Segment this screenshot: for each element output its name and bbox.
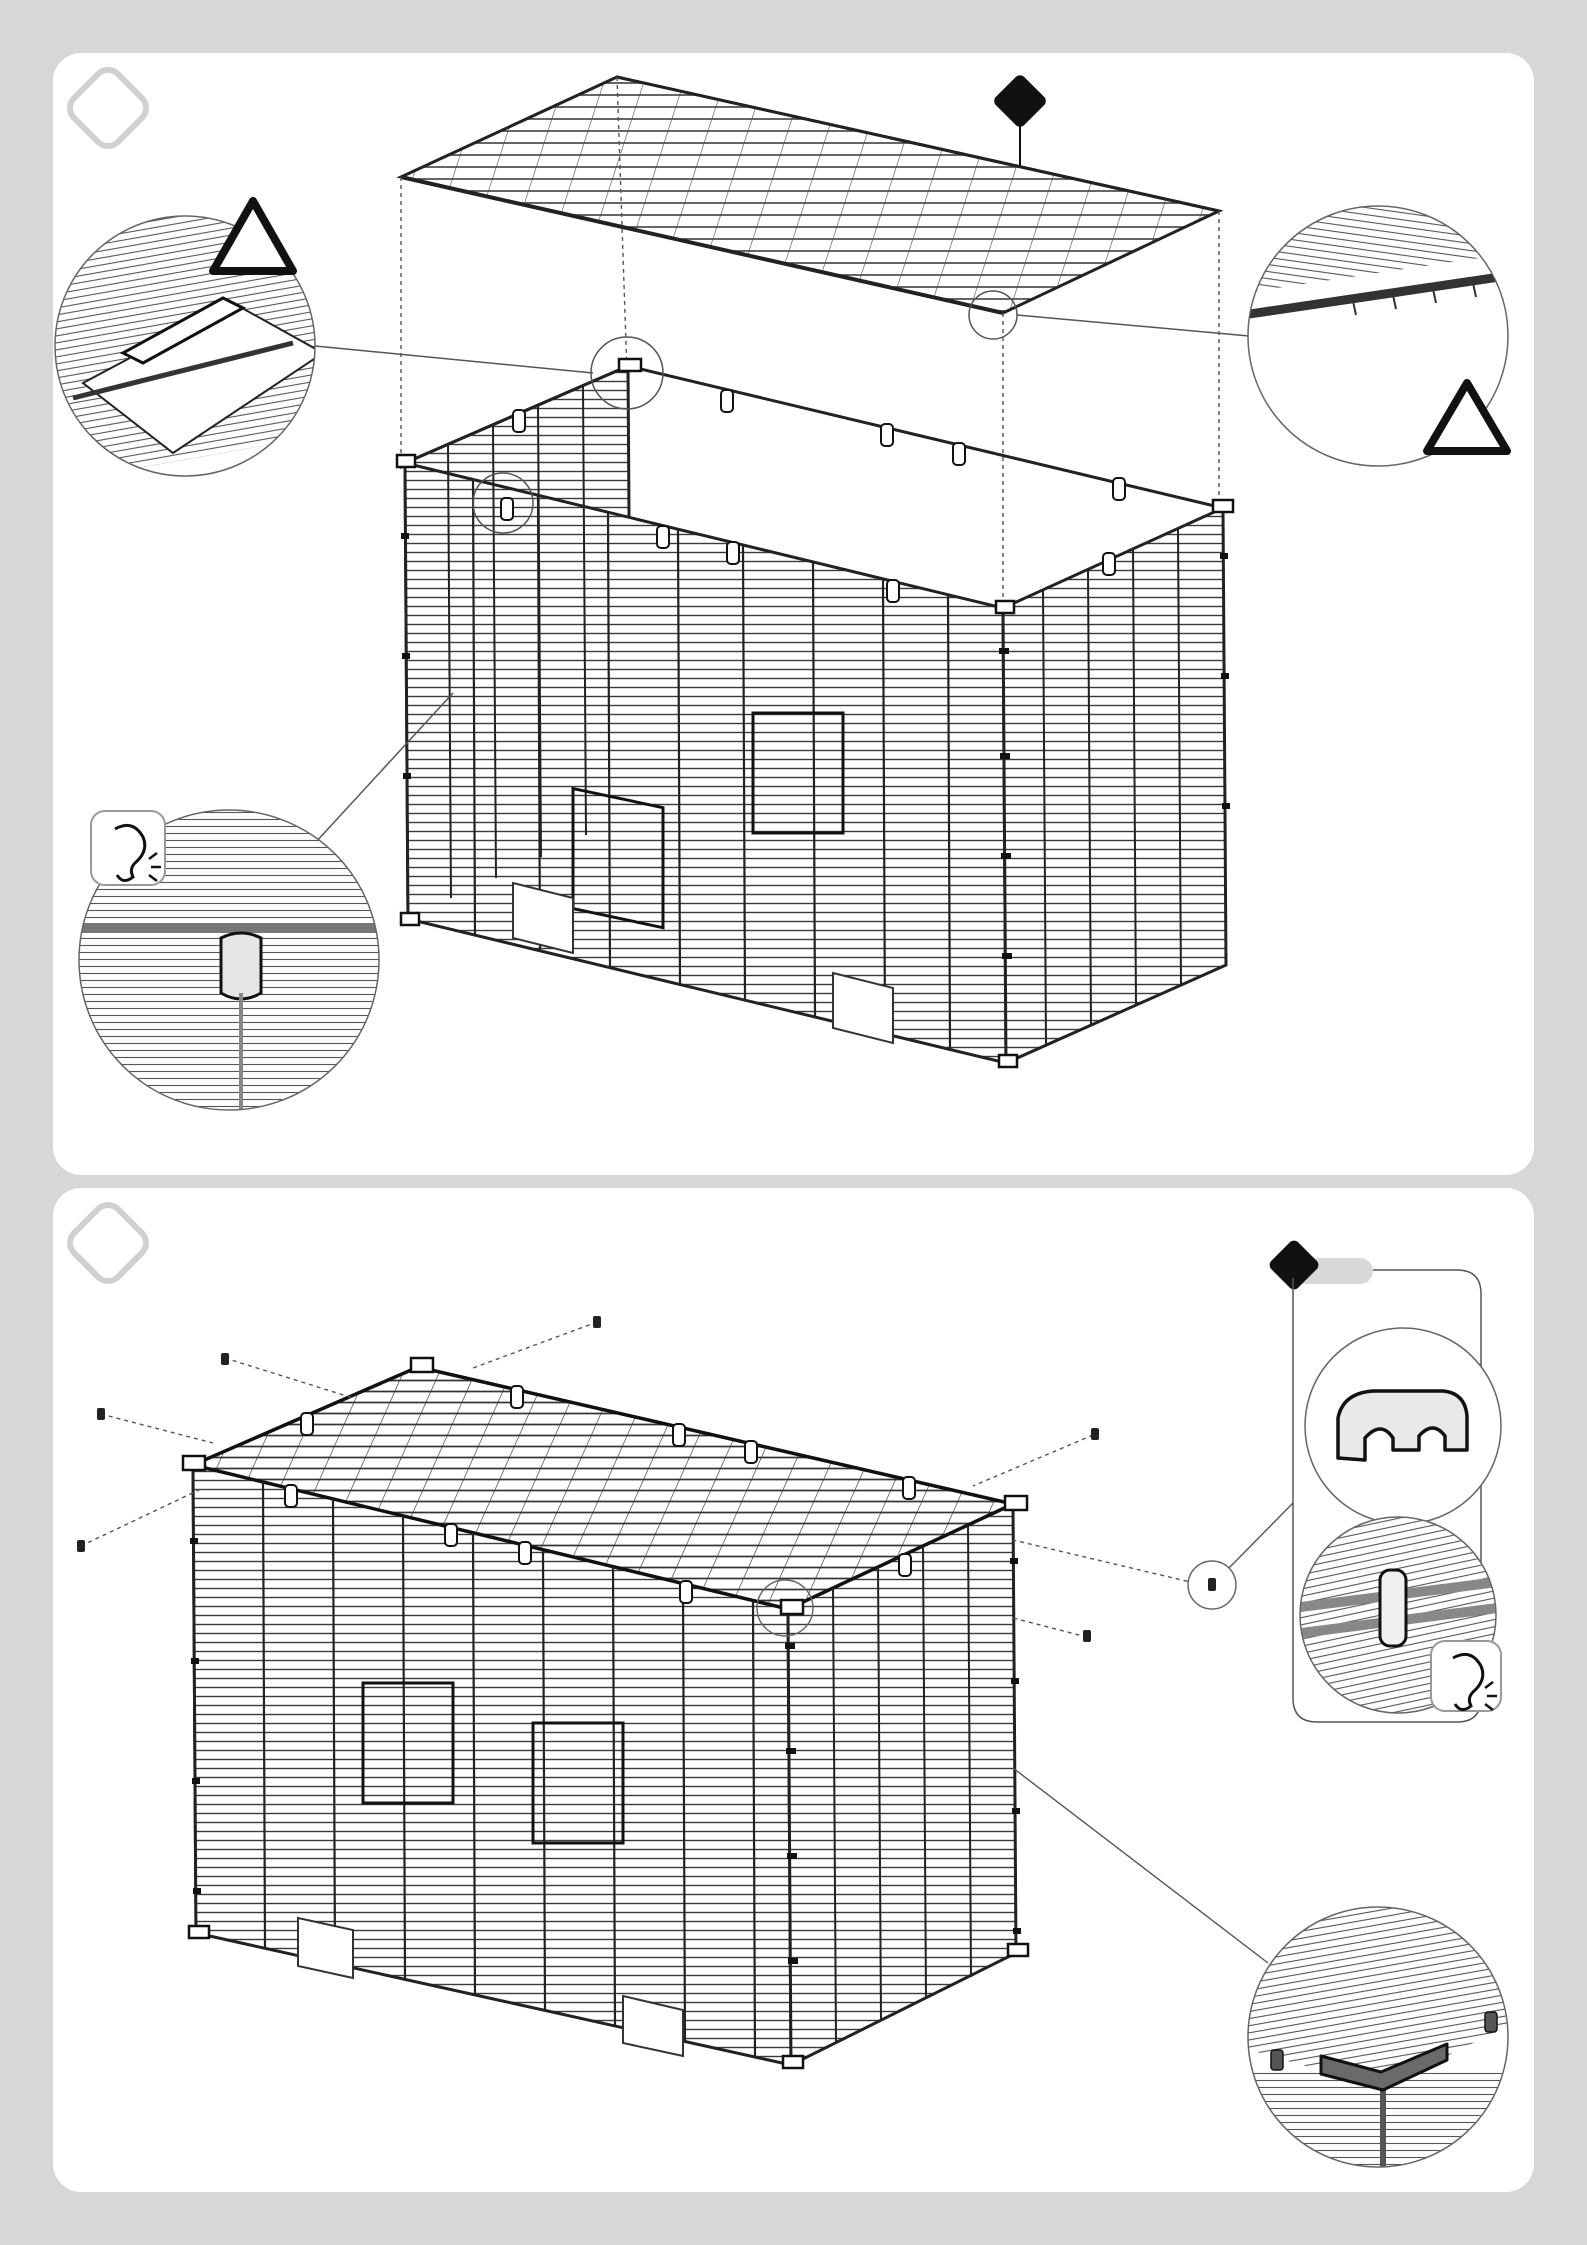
clip-mounted-detail [1273,1486,1534,1747]
step-2-panel [53,1188,1534,2192]
step-number-marker [64,64,152,152]
ear-click-icon [1431,1641,1501,1711]
corner-leader-line [1013,1768,1268,1963]
step-1-panel [53,53,1534,1175]
step-number-marker [64,1199,152,1287]
clip-part-icon [1338,1391,1467,1460]
cage-enclosure-with-roof [183,1358,1028,2068]
clip-part-detail [1305,1328,1501,1524]
roof-edge-detail [1225,186,1530,491]
corner-cap-detail [1221,1877,1534,2190]
click-clip-detail [73,803,393,1123]
part-marker-diamond [1267,1238,1373,1292]
roof-corner-detail [53,165,323,483]
cage-enclosure [397,359,1233,1067]
ear-click-icon [91,811,165,885]
roof-grid-panel [401,77,1219,313]
